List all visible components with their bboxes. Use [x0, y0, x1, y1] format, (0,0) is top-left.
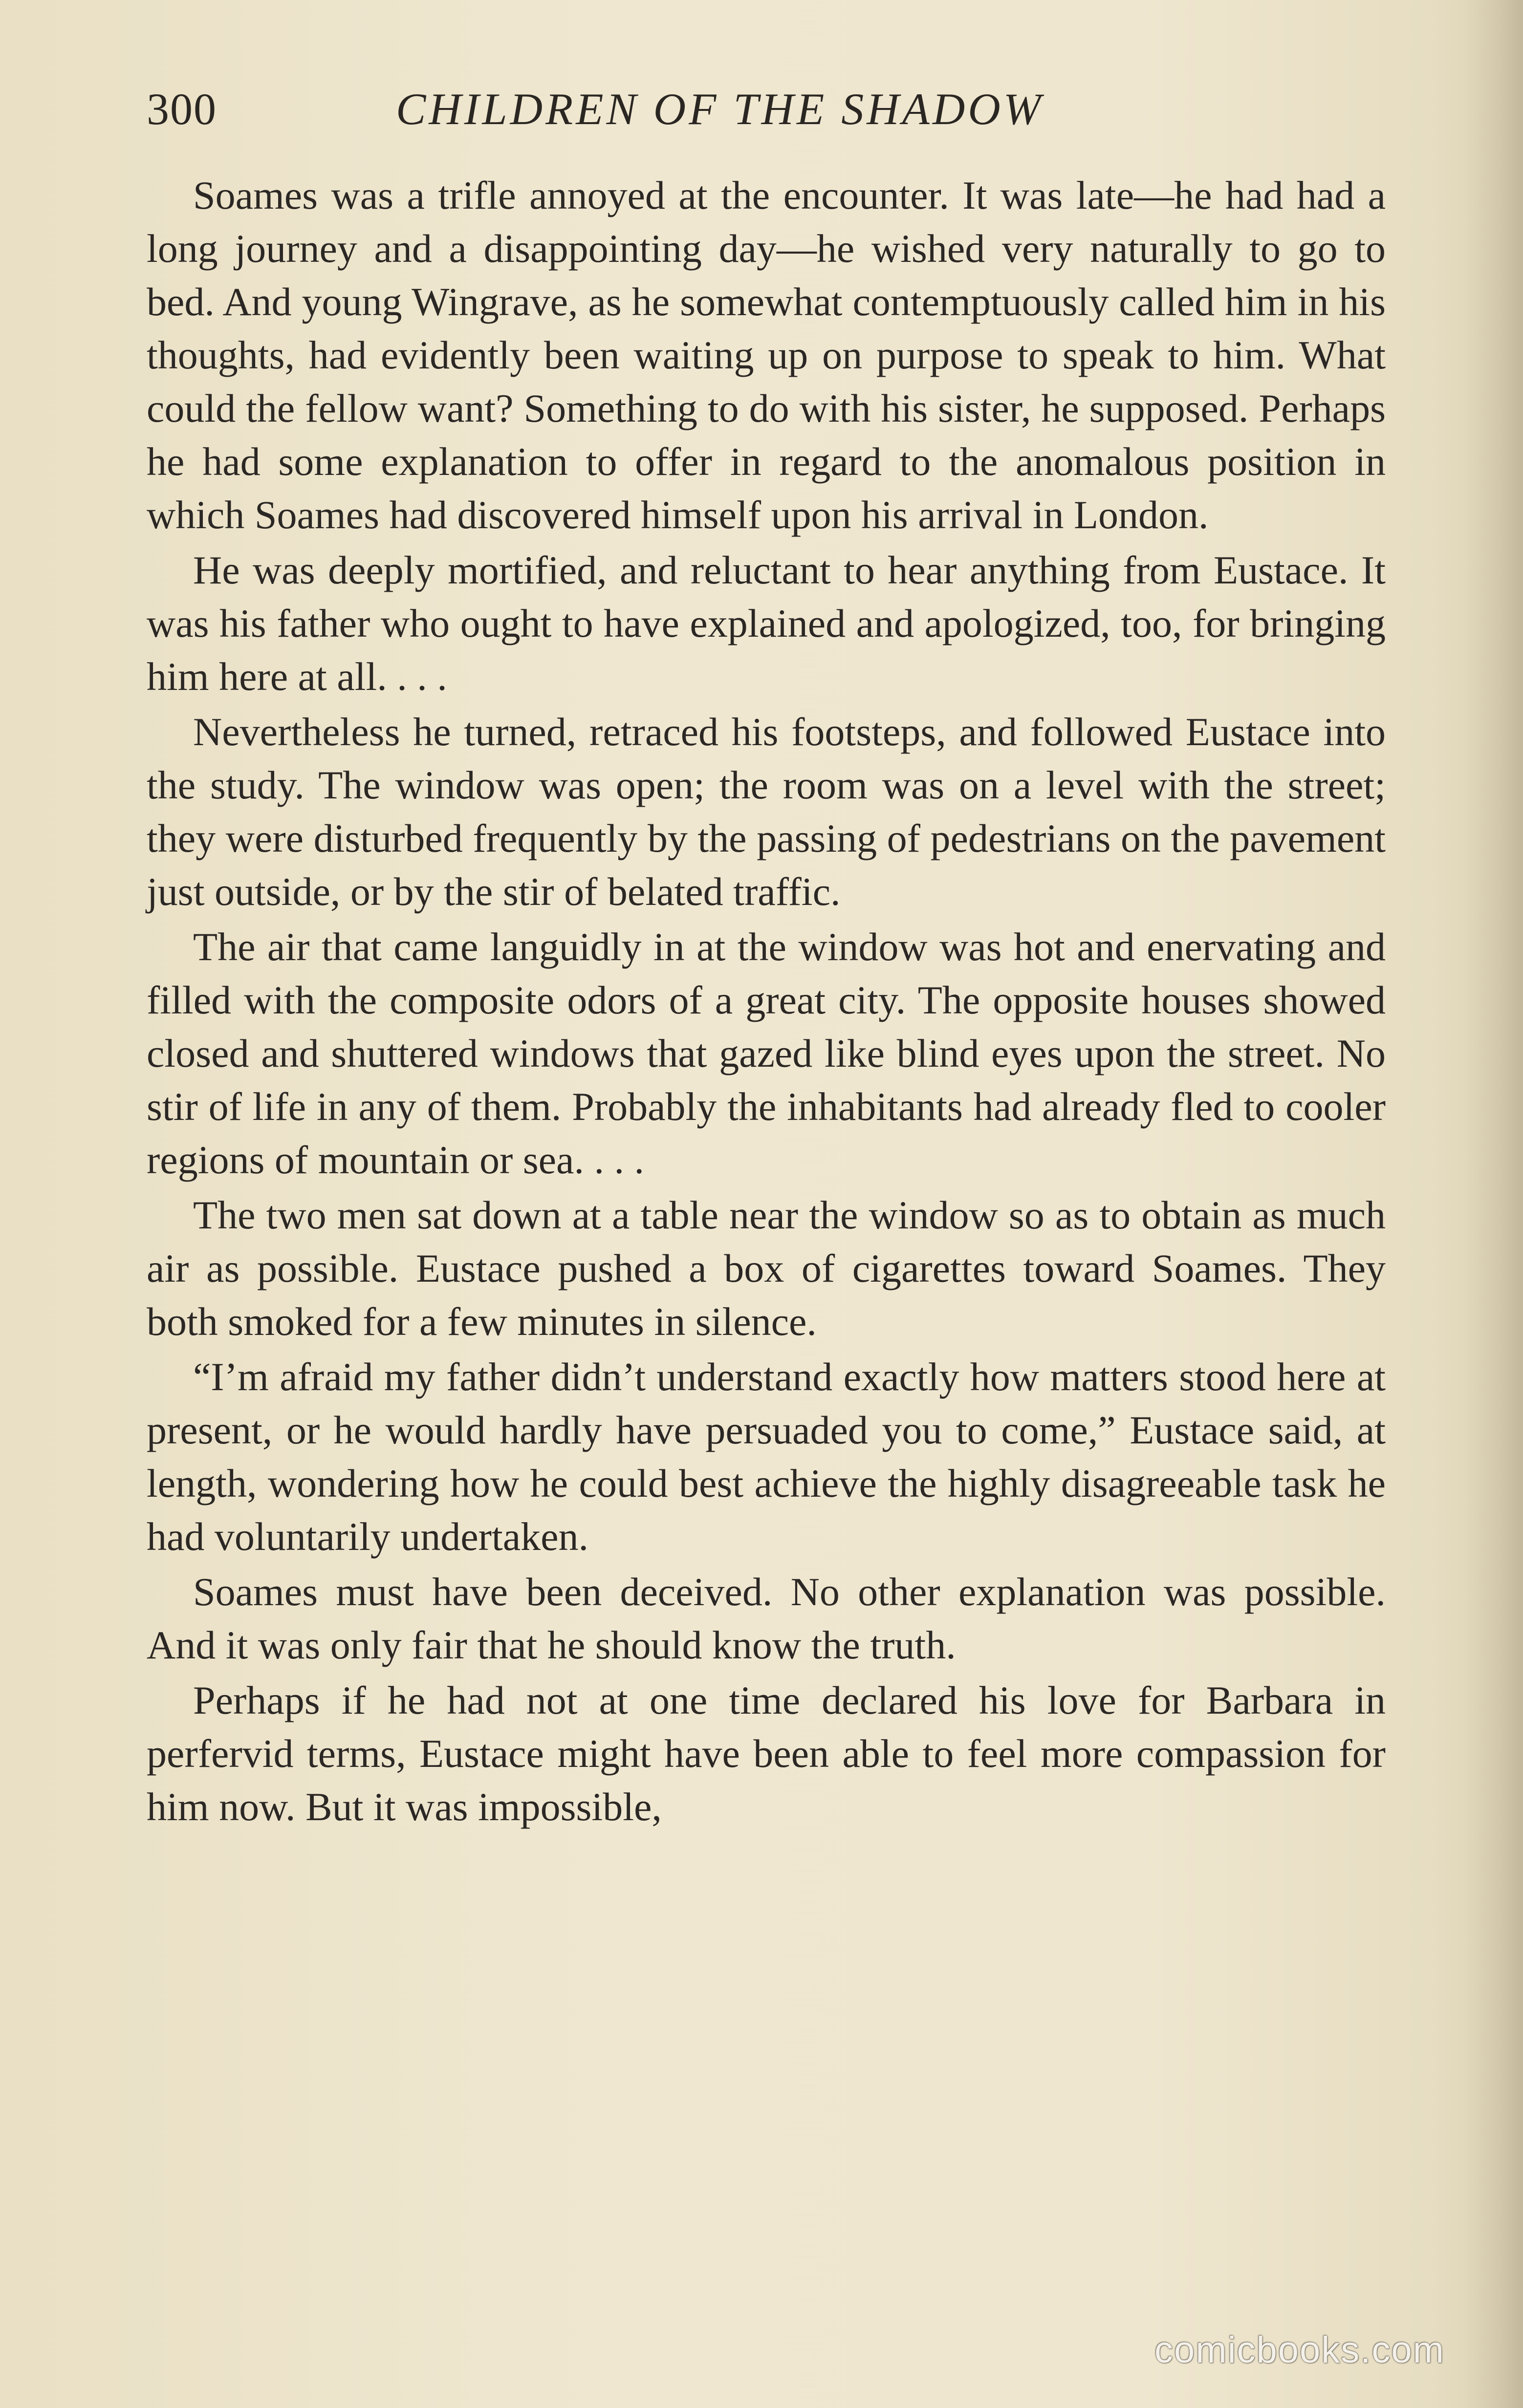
- page-number: 300: [147, 84, 217, 134]
- watermark: comicbooks.com: [1154, 2329, 1445, 2371]
- paragraph: The two men sat down at a table near the window so as to obtain as much air as possible. Eustace pushed a box of cigarettes toward Soames. They both smoked for a few minutes in silence.: [147, 1193, 1386, 1344]
- paragraph: Soames was a trifle annoyed at the encounter. It was late—he had had a long journey and a disappointing day—he wished very naturally to go to bed. And young Wingrave, as he somewhat contemptuously called him in his thoughts, had evidently been waiting up on purpose to speak to him. What could the fellow want? Something to do with his sister, he supposed. Perhaps he had some explanation to offer in regard to the anomalous position in which Soames had discovered himself upon his arrival in London.: [147, 173, 1386, 537]
- page-header: [147, 73, 1383, 151]
- paragraph: The air that came languidly in at the window was hot and enervating and filled with the composite odors of a great city. The opposite houses showed closed and shuttered windows that gazed like blind eyes upon the street. No stir of life in any of them. Probably the inhabitants had already fled to cooler regions of mountain or sea. . . .: [147, 924, 1386, 1182]
- running-head: CHILDREN OF THE SHADOW: [396, 84, 1044, 134]
- paragraph: Soames must have been deceived. No other explanation was possible. And it was only fair that he should know the truth.: [147, 1570, 1386, 1667]
- body-text: [147, 169, 1386, 1833]
- page-edge-shadow: [1464, 0, 1523, 2408]
- paragraph: Nevertheless he turned, retraced his footsteps, and followed Eustace into the study. The window was open; the room was on a level with the street; they were disturbed frequently by the passing of pedestrians on the pavement just outside, or by the stir of belated traffic.: [147, 710, 1386, 914]
- paragraph: “I’m afraid my father didn’t understand exactly how matters stood here at present, or he would hardly have persuaded you to come,” Eustace said, at length, wondering how he could best achieve the highly disagreeable task he had voluntarily undertaken.: [147, 1354, 1386, 1559]
- paragraph: Perhaps if he had not at one time declared his love for Barbara in perfervid terms, Eustace might have been able to feel more compassion for him now. But it was impossible,: [147, 1678, 1386, 1829]
- paragraph: He was deeply mortified, and reluctant to hear anything from Eustace. It was his father who ought to have explained and apologized, too, for bringing him here at all. . . .: [147, 548, 1386, 699]
